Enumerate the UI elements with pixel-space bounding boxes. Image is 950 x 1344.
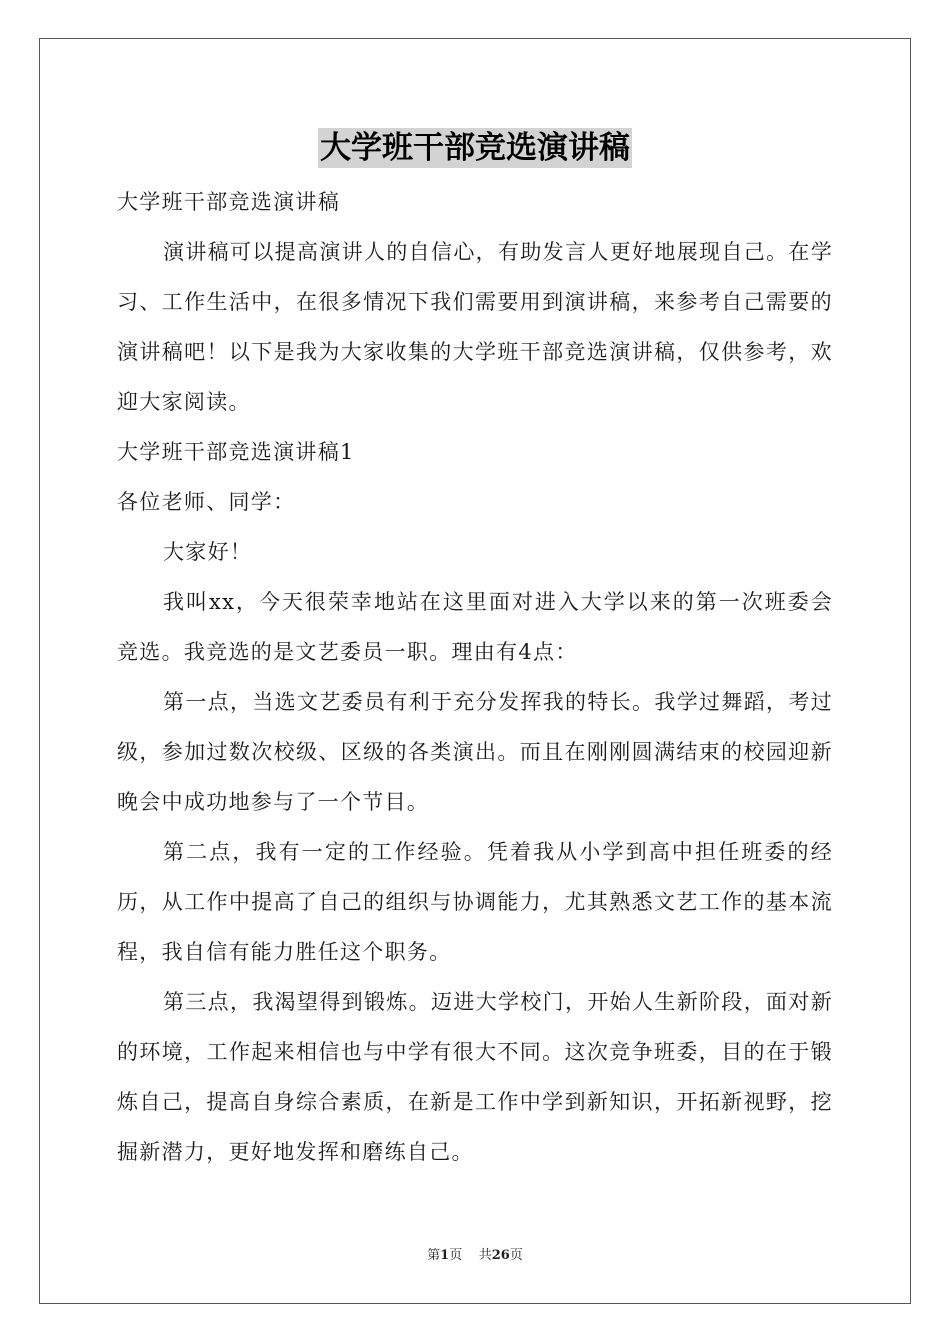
footer-total-pages: 26	[491, 1248, 510, 1263]
title-container	[0, 128, 950, 168]
paragraph: 大学班干部竞选演讲稿1	[117, 440, 355, 464]
footer-page-unit: 页	[449, 1248, 463, 1263]
footer-page-prefix: 第	[427, 1248, 441, 1263]
footer-total-unit: 页	[509, 1248, 523, 1263]
paragraph: 演讲稿可以提高演讲人的自信心，有助发言人更好地展现自己。在学习、工作生活中，在很多情况下我们需要用到演讲稿，来参考自己需要的演讲稿吧！以下是我为大家收集的大学班干部竞选演讲稿，仅供参考，欢迎大家阅读。	[117, 240, 833, 414]
document-body	[117, 177, 833, 1177]
document-title: 大学班干部竞选演讲稿	[320, 130, 630, 166]
paragraph: 各位老师、同学：	[117, 490, 296, 514]
paragraph: 第二点，我有一定的工作经验。凭着我从小学到高中担任班委的经历，从工作中提高了自己的组织与协调能力，尤其熟悉文艺工作的基本流程，我自信有能力胜任这个职务。	[117, 840, 833, 964]
paragraph: 大家好！	[163, 540, 253, 564]
footer-page-number: 1	[440, 1248, 450, 1263]
paragraph: 我叫xx，今天很荣幸地站在这里面对进入大学以来的第一次班委会竞选。我竞选的是文艺委员一职。理由有4点：	[117, 590, 833, 664]
paragraph: 第一点，当选文艺委员有利于充分发挥我的特长。我学过舞蹈，考过级，参加过数次校级、区级的各类演出。而且在刚刚圆满结束的校园迎新晚会中成功地参与了一个节目。	[117, 690, 833, 814]
page-footer	[0, 1247, 950, 1265]
footer-total-prefix: 共	[478, 1248, 492, 1263]
paragraph: 大学班干部竞选演讲稿	[117, 190, 340, 214]
paragraph: 第三点，我渴望得到锻炼。迈进大学校门，开始人生新阶段，面对新的环境，工作起来相信也与中学有很大不同。这次竞争班委，目的在于锻炼自己，提高自身综合素质，在新是工作中学到新知识，开拓新视野，挖掘新潜力，更好地发挥和磨练自己。	[117, 990, 833, 1164]
